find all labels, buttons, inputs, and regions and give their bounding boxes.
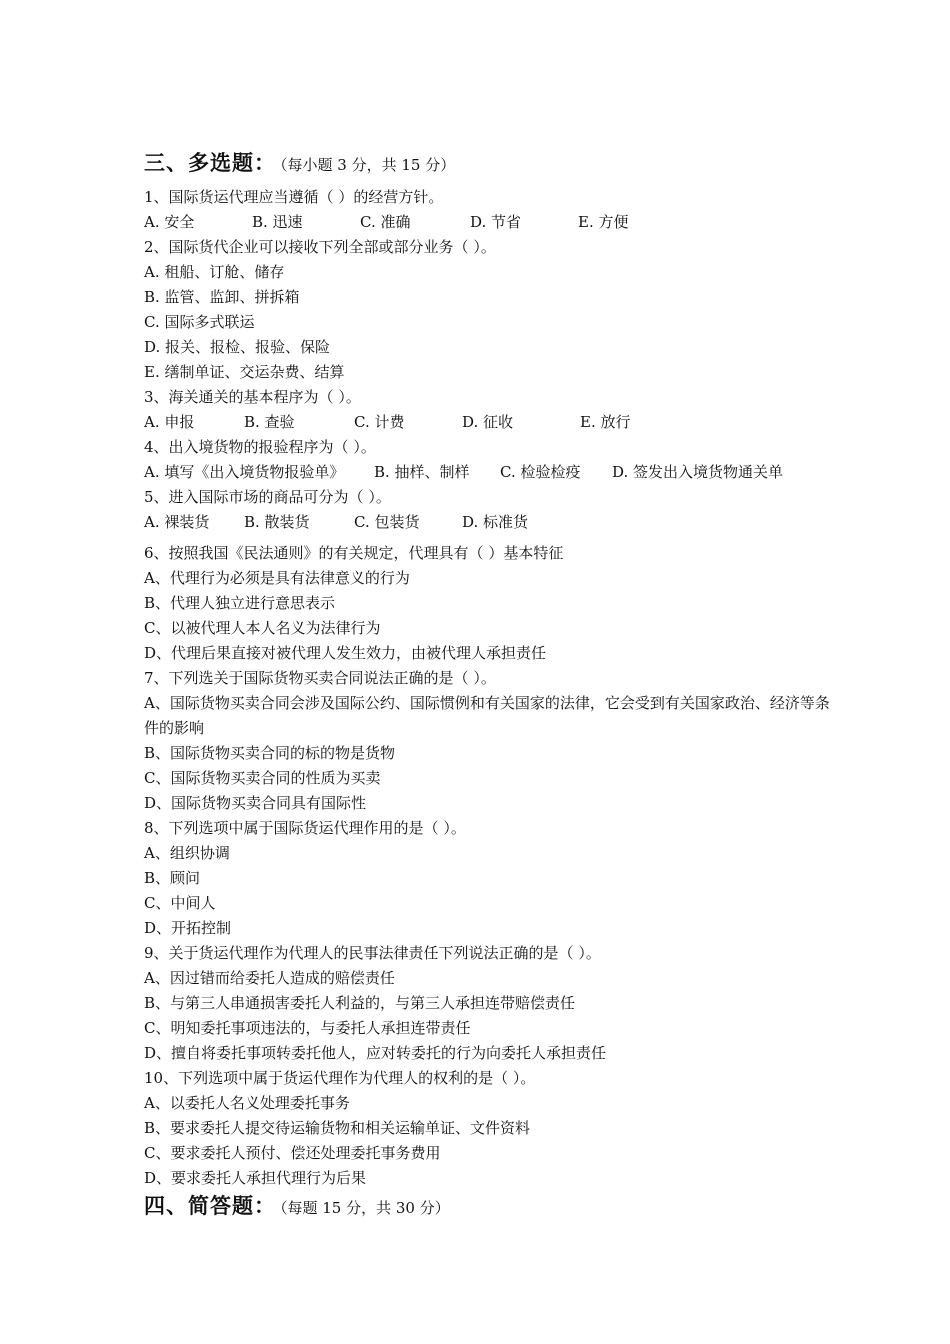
question-options-3	[144, 410, 834, 435]
option-2e: E. 缮制单证、交运杂费、结算	[144, 363, 345, 381]
option-1d: D. 节省	[470, 213, 522, 231]
option-3c: C. 计费	[354, 413, 405, 431]
questions-block-1	[144, 185, 834, 535]
option-3d: D. 征收	[462, 413, 514, 431]
question-stem-6: 6、按照我国《民法通则》的有关规定，代理具有（ ）基本特征	[144, 544, 564, 562]
section-heading-short-answer	[144, 1190, 450, 1220]
option-5d: D. 标准货	[462, 513, 529, 531]
questions-block-2	[144, 541, 834, 1191]
option-4c: C. 检验检疫	[500, 463, 581, 481]
option-5c: C. 包装货	[354, 513, 420, 531]
question-options-1	[144, 210, 834, 235]
option-8c: C、中间人	[144, 894, 216, 912]
option-2d: D. 报关、报检、报验、保险	[144, 338, 331, 356]
option-6a: A、代理行为必须是具有法律意义的行为	[144, 569, 410, 587]
option-10c: C、要求委托人预付、偿还处理委托事务费用	[144, 1144, 441, 1162]
option-1e: E. 方便	[578, 213, 629, 231]
section-score-note: （每小题 3 分，共 15 分）	[280, 156, 456, 174]
option-4d: D. 签发出入境货物通关单	[612, 463, 784, 481]
option-2c: C. 国际多式联运	[144, 313, 255, 331]
section-title: 三、多选题：	[144, 151, 276, 175]
option-1a: A. 安全	[144, 213, 195, 231]
option-10a: A、以委托人名义处理委托事务	[144, 1094, 350, 1112]
question-stem-8: 8、下列选项中属于国际货运代理作用的是（ ）。	[144, 819, 466, 837]
option-3a: A. 申报	[144, 413, 195, 431]
option-1c: C. 准确	[360, 213, 411, 231]
section-score-note: （每题 15 分，共 30 分）	[280, 1199, 450, 1217]
option-6b: B、代理人独立进行意思表示	[144, 594, 336, 612]
option-2a: A. 租船、订舱、储存	[144, 263, 285, 281]
question-stem-9: 9、关于货运代理作为代理人的民事法律责任下列说法正确的是（ ）。	[144, 944, 601, 962]
option-7b: B、国际货物买卖合同的标的物是货物	[144, 744, 396, 762]
option-6c: C、以被代理人本人名义为法律行为	[144, 619, 381, 637]
option-2b: B. 监管、监卸、拼拆箱	[144, 288, 300, 306]
option-9d: D、擅自将委托事项转委托他人，应对转委托的行为向委托人承担责任	[144, 1044, 607, 1062]
option-6d: D、代理后果直接对被代理人发生效力，由被代理人承担责任	[144, 644, 547, 662]
option-7a: A、国际货物买卖合同会涉及国际公约、国际惯例和有关国家的法律，它会受到有关国家政治、经济等条件的影响	[144, 694, 830, 737]
question-options-5	[144, 510, 834, 535]
option-1b: B. 迅速	[252, 213, 303, 231]
option-3e: E. 放行	[580, 413, 631, 431]
question-stem-10: 10、下列选项中属于货运代理作为代理人的权利的是（ ）。	[144, 1069, 536, 1087]
option-5a: A. 裸装货	[144, 513, 210, 531]
option-3b: B. 查验	[244, 413, 295, 431]
option-8d: D、开拓控制	[144, 919, 232, 937]
option-10b: B、要求委托人提交待运输货物和相关运输单证、文件资料	[144, 1119, 531, 1137]
option-4b: B. 抽样、制样	[374, 463, 470, 481]
question-stem-1: 1、国际货运代理应当遵循（ ）的经营方针。	[144, 188, 444, 206]
option-9b: B、与第三人串通损害委托人利益的，与第三人承担连带赔偿责任	[144, 994, 576, 1012]
option-8b: B、顾问	[144, 869, 201, 887]
option-10d: D、要求委托人承担代理行为后果	[144, 1169, 367, 1187]
question-options-4	[144, 460, 834, 485]
question-stem-4: 4、出入境货物的报验程序为（ ）。	[144, 438, 376, 456]
option-7c: C、国际货物买卖合同的性质为买卖	[144, 769, 381, 787]
option-7d: D、国际货物买卖合同具有国际性	[144, 794, 367, 812]
section-heading-multiple-choice	[144, 147, 455, 177]
option-5b: B. 散装货	[244, 513, 310, 531]
section-title: 四、简答题：	[144, 1194, 276, 1218]
question-stem-3: 3、海关通关的基本程序为（ ）。	[144, 388, 361, 406]
option-8a: A、组织协调	[144, 844, 230, 862]
option-4a: A. 填写《出入境货物报验单》	[144, 463, 345, 481]
option-9c: C、明知委托事项违法的，与委托人承担连带责任	[144, 1019, 471, 1037]
question-stem-7: 7、下列选关于国际货物买卖合同说法正确的是（ ）。	[144, 669, 496, 687]
option-9a: A、因过错而给委托人造成的赔偿责任	[144, 969, 395, 987]
question-stem-2: 2、国际货代企业可以接收下列全部或部分业务（ ）。	[144, 238, 496, 256]
question-stem-5: 5、进入国际市场的商品可分为（ ）。	[144, 488, 391, 506]
